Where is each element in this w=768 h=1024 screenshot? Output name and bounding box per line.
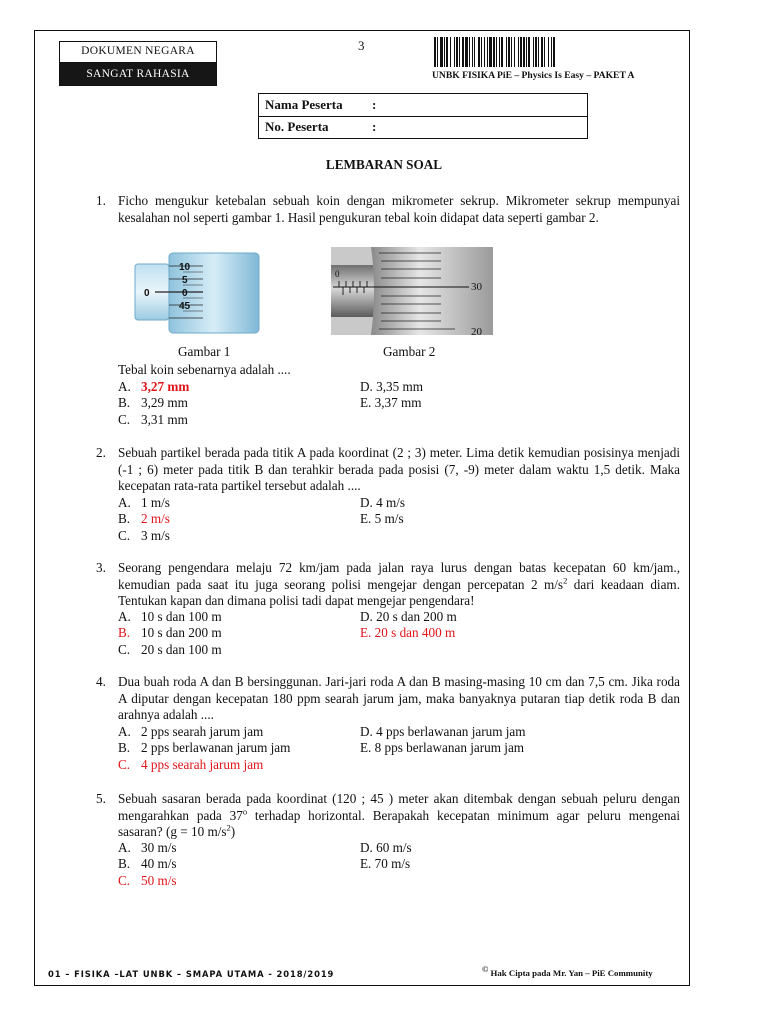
answer-option: E. 20 s dan 400 m [360, 625, 456, 640]
answer-option: E. 8 pps berlawanan jarum jam [360, 740, 525, 755]
answer-option: C. 3 m/s [118, 528, 170, 543]
answer-option: B. 10 s dan 200 m [118, 625, 222, 640]
participant-name-row [259, 94, 587, 117]
question-5 [96, 791, 680, 841]
figure-2-caption: Gambar 2 [383, 344, 436, 359]
answer-option: A. 2 pps searah jarum jam [118, 724, 264, 739]
question-4 [96, 674, 680, 724]
thimble-tick-label: 30 [471, 281, 482, 293]
answer-option: B. 3,29 mm [118, 395, 188, 410]
question-stem: Tebal koin sebenarnya adalah .... [118, 362, 291, 377]
secrecy-stamp: SANGAT RAHASIA [59, 62, 217, 86]
page-number: 3 [358, 38, 365, 53]
thimble-tick-label: 20 [471, 326, 482, 335]
answer-option: E. 5 m/s [360, 511, 404, 526]
participant-name-colon: : [372, 97, 377, 112]
footer-copyright: © Hak Cipta pada Mr. Yan – PiE Community [482, 964, 653, 978]
answer-option: A. 10 s dan 100 m [118, 609, 222, 624]
exam-identifier: UNBK FISIKA PiE – Physics Is Easy – PAKET A [432, 70, 635, 81]
sleeve-zero-label: 0 [335, 269, 340, 279]
participant-name-label: Nama Peserta [265, 97, 343, 112]
micrometer-reading-figure [331, 247, 493, 335]
answer-option: D. 60 m/s [360, 840, 412, 855]
micrometer-zero-label: 0 [144, 288, 150, 299]
thimble-tick-label: 0 [182, 288, 188, 299]
footer-exam-info: 01 – FISIKA –LAT UNBK – SMAPA UTAMA - 2018/2019 [48, 969, 335, 979]
document-classification-stamp: DOKUMEN NEGARA [59, 41, 217, 63]
answer-option: C. 50 m/s [118, 873, 177, 888]
question-number: 3. [96, 560, 106, 575]
question-number: 4. [96, 674, 106, 689]
answer-option: A. 1 m/s [118, 495, 170, 510]
question-text: Sebuah sasaran berada pada koordinat (120 ; 45 ) meter akan ditembak dengan sebuah peluru dengan mengarahkan pada 37$^o$ terhadap horizontal. Berapakah kecepatan minimum agar peluru mengenai sasaran? (g = 10 $m/s^2$) [118, 791, 680, 840]
answer-option: D. 4 pps berlawanan jarum jam [360, 724, 526, 739]
question-text: Seorang pengendara melaju 72 km/jam pada jalan raya lurus dengan batas kecepatan 60 km/jam., kemudian pada saat itu juga seorang polisi mengejar dengan percepatan 2 $m/s^2$ dari keadaan diam. Tentukan kapan dan dimana polisi tadi dapat mengejar pengendara! [118, 560, 680, 609]
answer-option: E. 3,37 mm [360, 395, 422, 410]
answer-option: B. 2 m/s [118, 511, 170, 526]
answer-option: B. 40 m/s [118, 856, 177, 871]
answer-option: E. 70 m/s [360, 856, 411, 871]
question-number: 1. [96, 193, 106, 208]
answer-option: C. 20 s dan 100 m [118, 642, 222, 657]
answer-option: D. 20 s dan 200 m [360, 609, 457, 624]
participant-number-label: No. Peserta [265, 119, 329, 134]
page-title: LEMBARAN SOAL [325, 157, 443, 172]
answer-option: C. 4 pps searah jarum jam [118, 757, 264, 772]
question-text: Ficho mengukur ketebalan sebuah koin dengan mikrometer sekrup. Mikrometer sekrup mempunyai kesalahan nol seperti gambar 1. Hasil pengukuran tebal koin didapat data seperti gambar 2. [118, 193, 680, 225]
question-text: Sebuah partikel berada pada titik A pada koordinat (2 ; 3) meter. Lima detik kemudian posisinya menjadi (-1 ; 6) meter pada titik B dan terahkir berada pada posisi (7, -9) meter dalam waktu 1,5 detik. Maka kecepatan rata-rata partikel tersebut adalah .... [118, 445, 680, 494]
question-text: Dua buah roda A dan B bersinggunan. Jari-jari roda A dan B masing-masing 10 cm dan 7,5 cm. Jika roda A diputar dengan kecepatan 180 ppm searah jarum jam, maka banyaknya putaran tiap detik roda B dan arahnya adalah .... [118, 674, 680, 723]
thimble-tick-label: 10 [179, 262, 191, 273]
question-number: 5. [96, 791, 106, 806]
answer-option: D. 4 m/s [360, 495, 406, 510]
copyright-icon: © [482, 964, 489, 975]
question-number: 2. [96, 445, 106, 460]
answer-option: B. 2 pps berlawanan jarum jam [118, 740, 291, 755]
participant-id-box [258, 93, 588, 139]
thimble-tick-label: 45 [179, 301, 191, 312]
thimble-tick-label: 5 [182, 275, 188, 286]
micrometer-zero-error-figure [133, 248, 261, 336]
participant-number-colon: : [372, 119, 377, 134]
participant-number-row [259, 116, 587, 138]
barcode [434, 37, 672, 67]
question-3 [96, 560, 680, 610]
answer-option: C. 3,31 mm [118, 412, 188, 427]
question-1 [96, 193, 680, 226]
answer-option: D. 3,35 mm [360, 379, 424, 394]
figure-1-caption: Gambar 1 [178, 344, 231, 359]
answer-option: A. 3,27 mm [118, 379, 190, 394]
answer-option: A. 30 m/s [118, 840, 177, 855]
question-2 [96, 445, 680, 495]
